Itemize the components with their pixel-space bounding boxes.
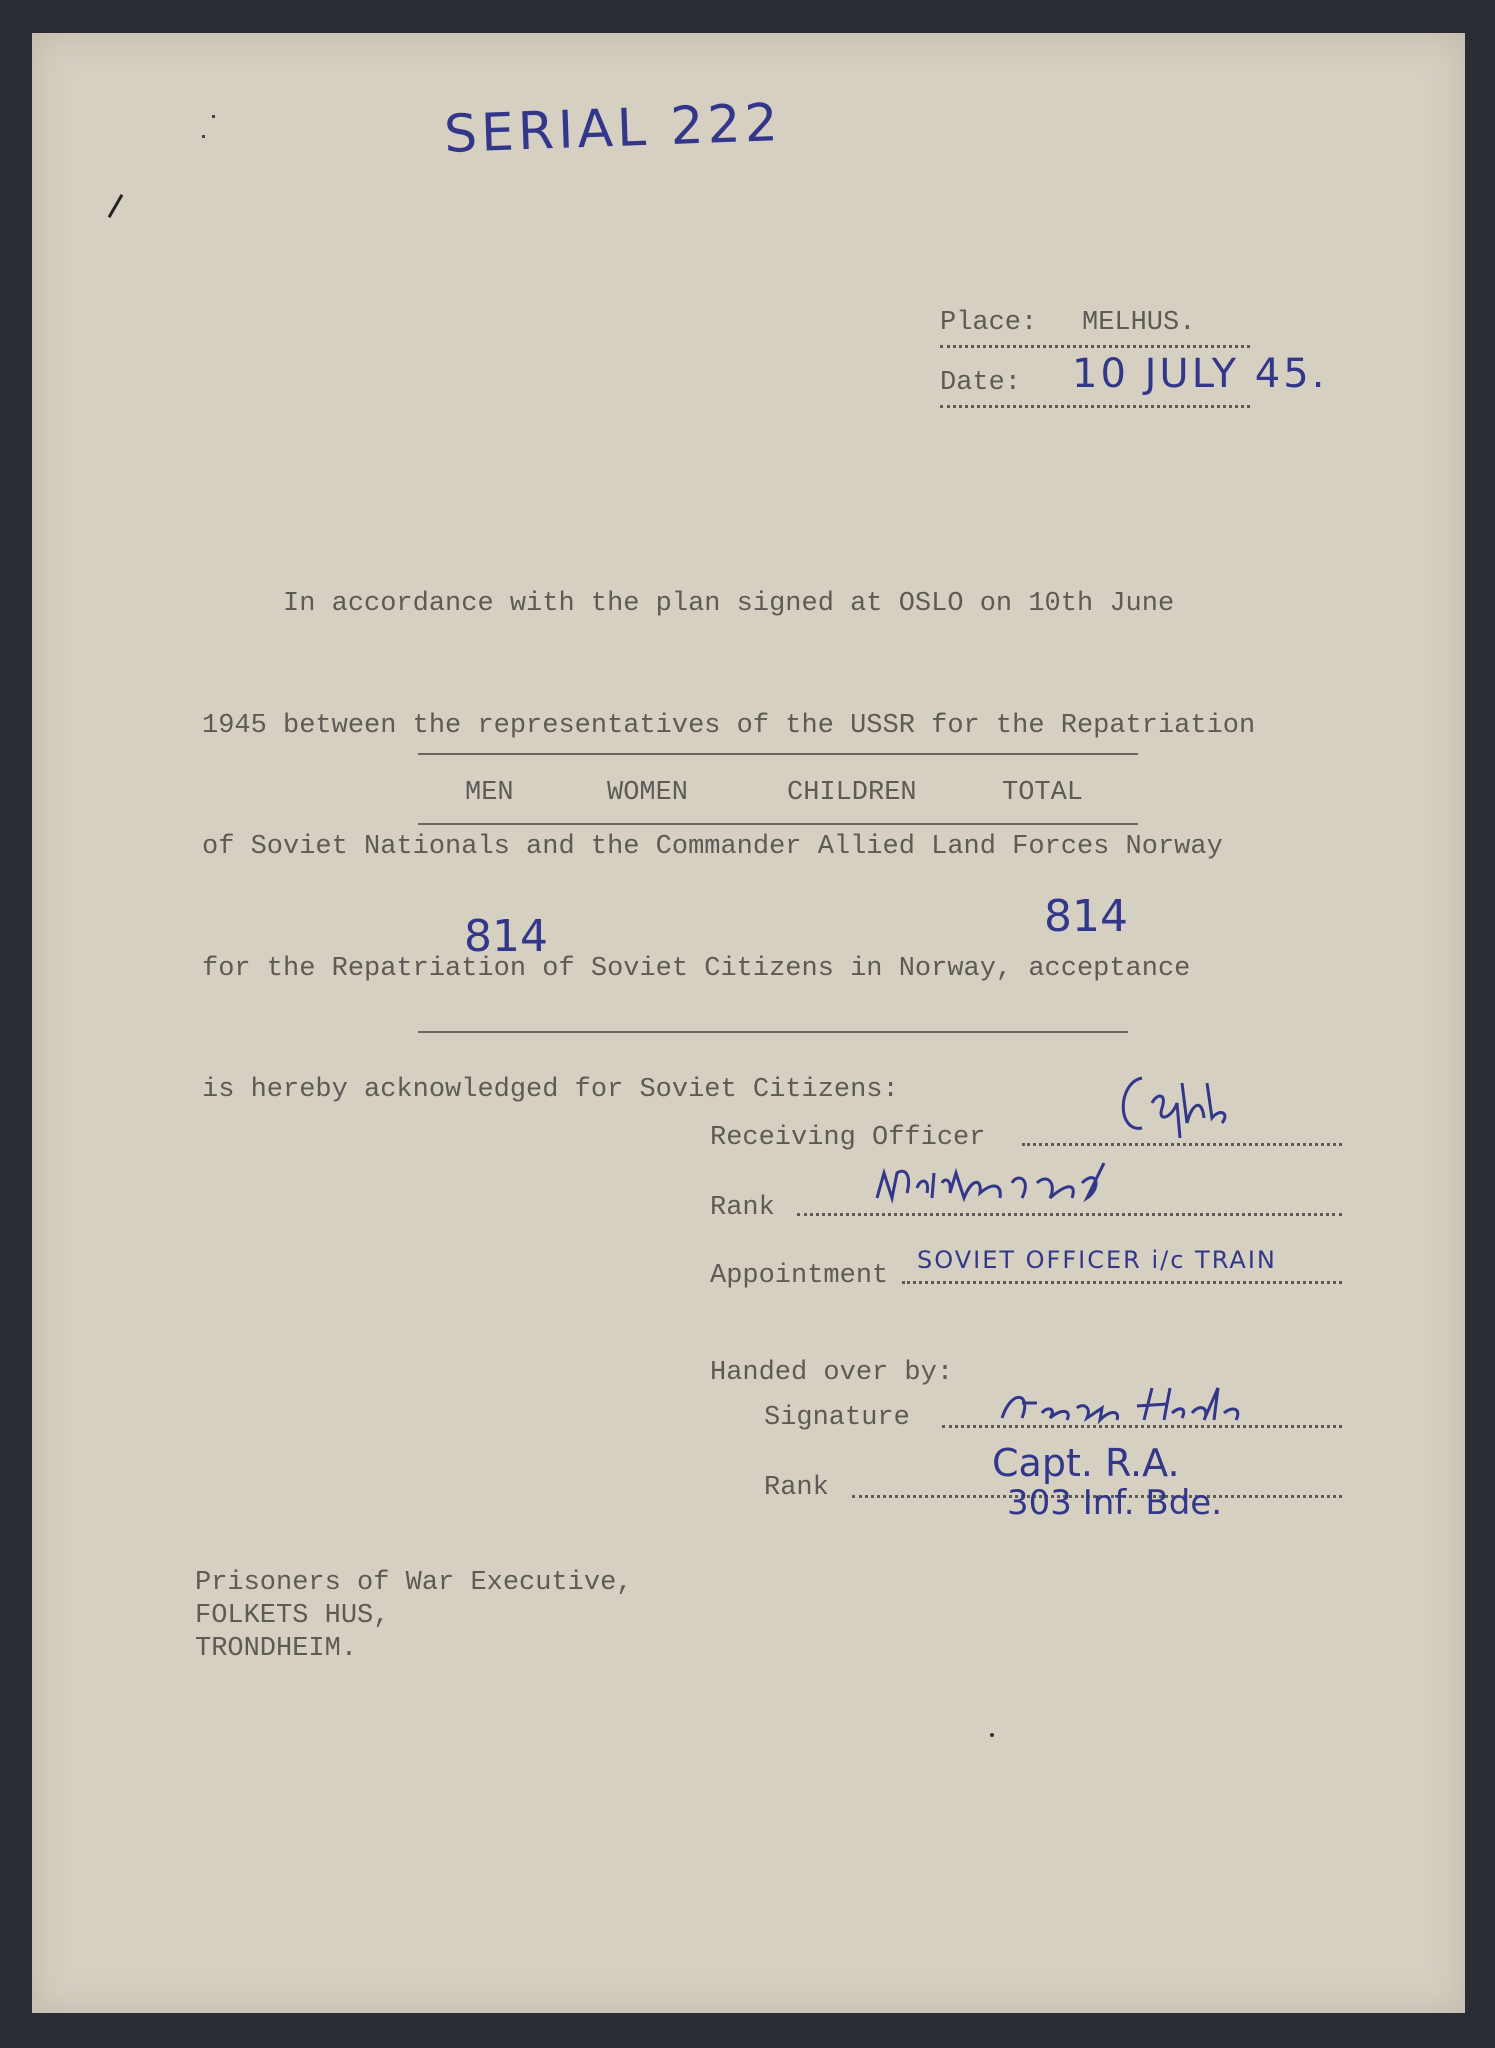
body-line: In accordance with the plan signed at OSLO on 10th June (202, 589, 1175, 619)
body-line: 1945 between the representatives of the USSR for the Repatriation (202, 710, 1256, 741)
rank-dots (797, 1213, 1342, 1216)
date-underline (940, 405, 1250, 408)
serial-number: SERIAL 222 (443, 93, 783, 165)
place-underline (940, 345, 1250, 348)
margin-mark (212, 115, 215, 118)
body-line: is hereby acknowledged for Soviet Citizens: (202, 1075, 899, 1105)
handed-over-label: Handed over by: (710, 1358, 954, 1388)
body-line: of Soviet Nationals and the Commander Allied Land Forces Norway (202, 832, 1223, 862)
appointment-dots (902, 1281, 1342, 1284)
rank2-value: Capt. R.A. (992, 1441, 1180, 1485)
col-header-total: TOTAL (1002, 778, 1084, 808)
place-label: Place: (940, 308, 1038, 338)
body-paragraph (202, 503, 1255, 1192)
ink-dot (990, 1733, 994, 1737)
signature-label: Signature (764, 1403, 910, 1433)
appointment-value: SOVIET OFFICER i/c TRAIN (917, 1246, 1277, 1274)
receiving-officer-signature (1112, 1063, 1242, 1143)
margin-mark (108, 194, 124, 218)
date-label: Date: (940, 368, 1022, 398)
footer-line: TRONDHEIM. (195, 1634, 358, 1664)
footer-line: FOLKETS HUS, (195, 1601, 390, 1631)
date-value: 10 JULY 45. (1072, 351, 1328, 397)
margin-mark (202, 135, 205, 138)
receiving-officer-label: Receiving Officer (710, 1123, 986, 1153)
rank-handwriting (872, 1153, 1132, 1213)
handed-over-signature (992, 1378, 1272, 1433)
table-top-rule (418, 753, 1138, 755)
body-line: for the Repatriation of Soviet Citizens in Norway, acceptance (202, 953, 1191, 984)
rank2-unit: 303 Inf. Bde. (1007, 1483, 1223, 1523)
document-page (32, 33, 1465, 2013)
men-count: 814 (464, 911, 548, 962)
receiving-officer-dots (1022, 1143, 1342, 1146)
table-header-rule (418, 823, 1138, 825)
total-count: 814 (1044, 891, 1128, 942)
place-value: MELHUS. (1082, 308, 1196, 338)
col-header-men: MEN (465, 778, 514, 808)
table-bottom-rule (418, 1031, 1128, 1033)
rank-label: Rank (710, 1193, 775, 1223)
col-header-children: CHILDREN (787, 778, 917, 808)
appointment-label: Appointment (710, 1261, 889, 1291)
rank2-label: Rank (764, 1473, 829, 1503)
footer-line: Prisoners of War Executive, (195, 1568, 633, 1598)
col-header-women: WOMEN (607, 778, 689, 808)
